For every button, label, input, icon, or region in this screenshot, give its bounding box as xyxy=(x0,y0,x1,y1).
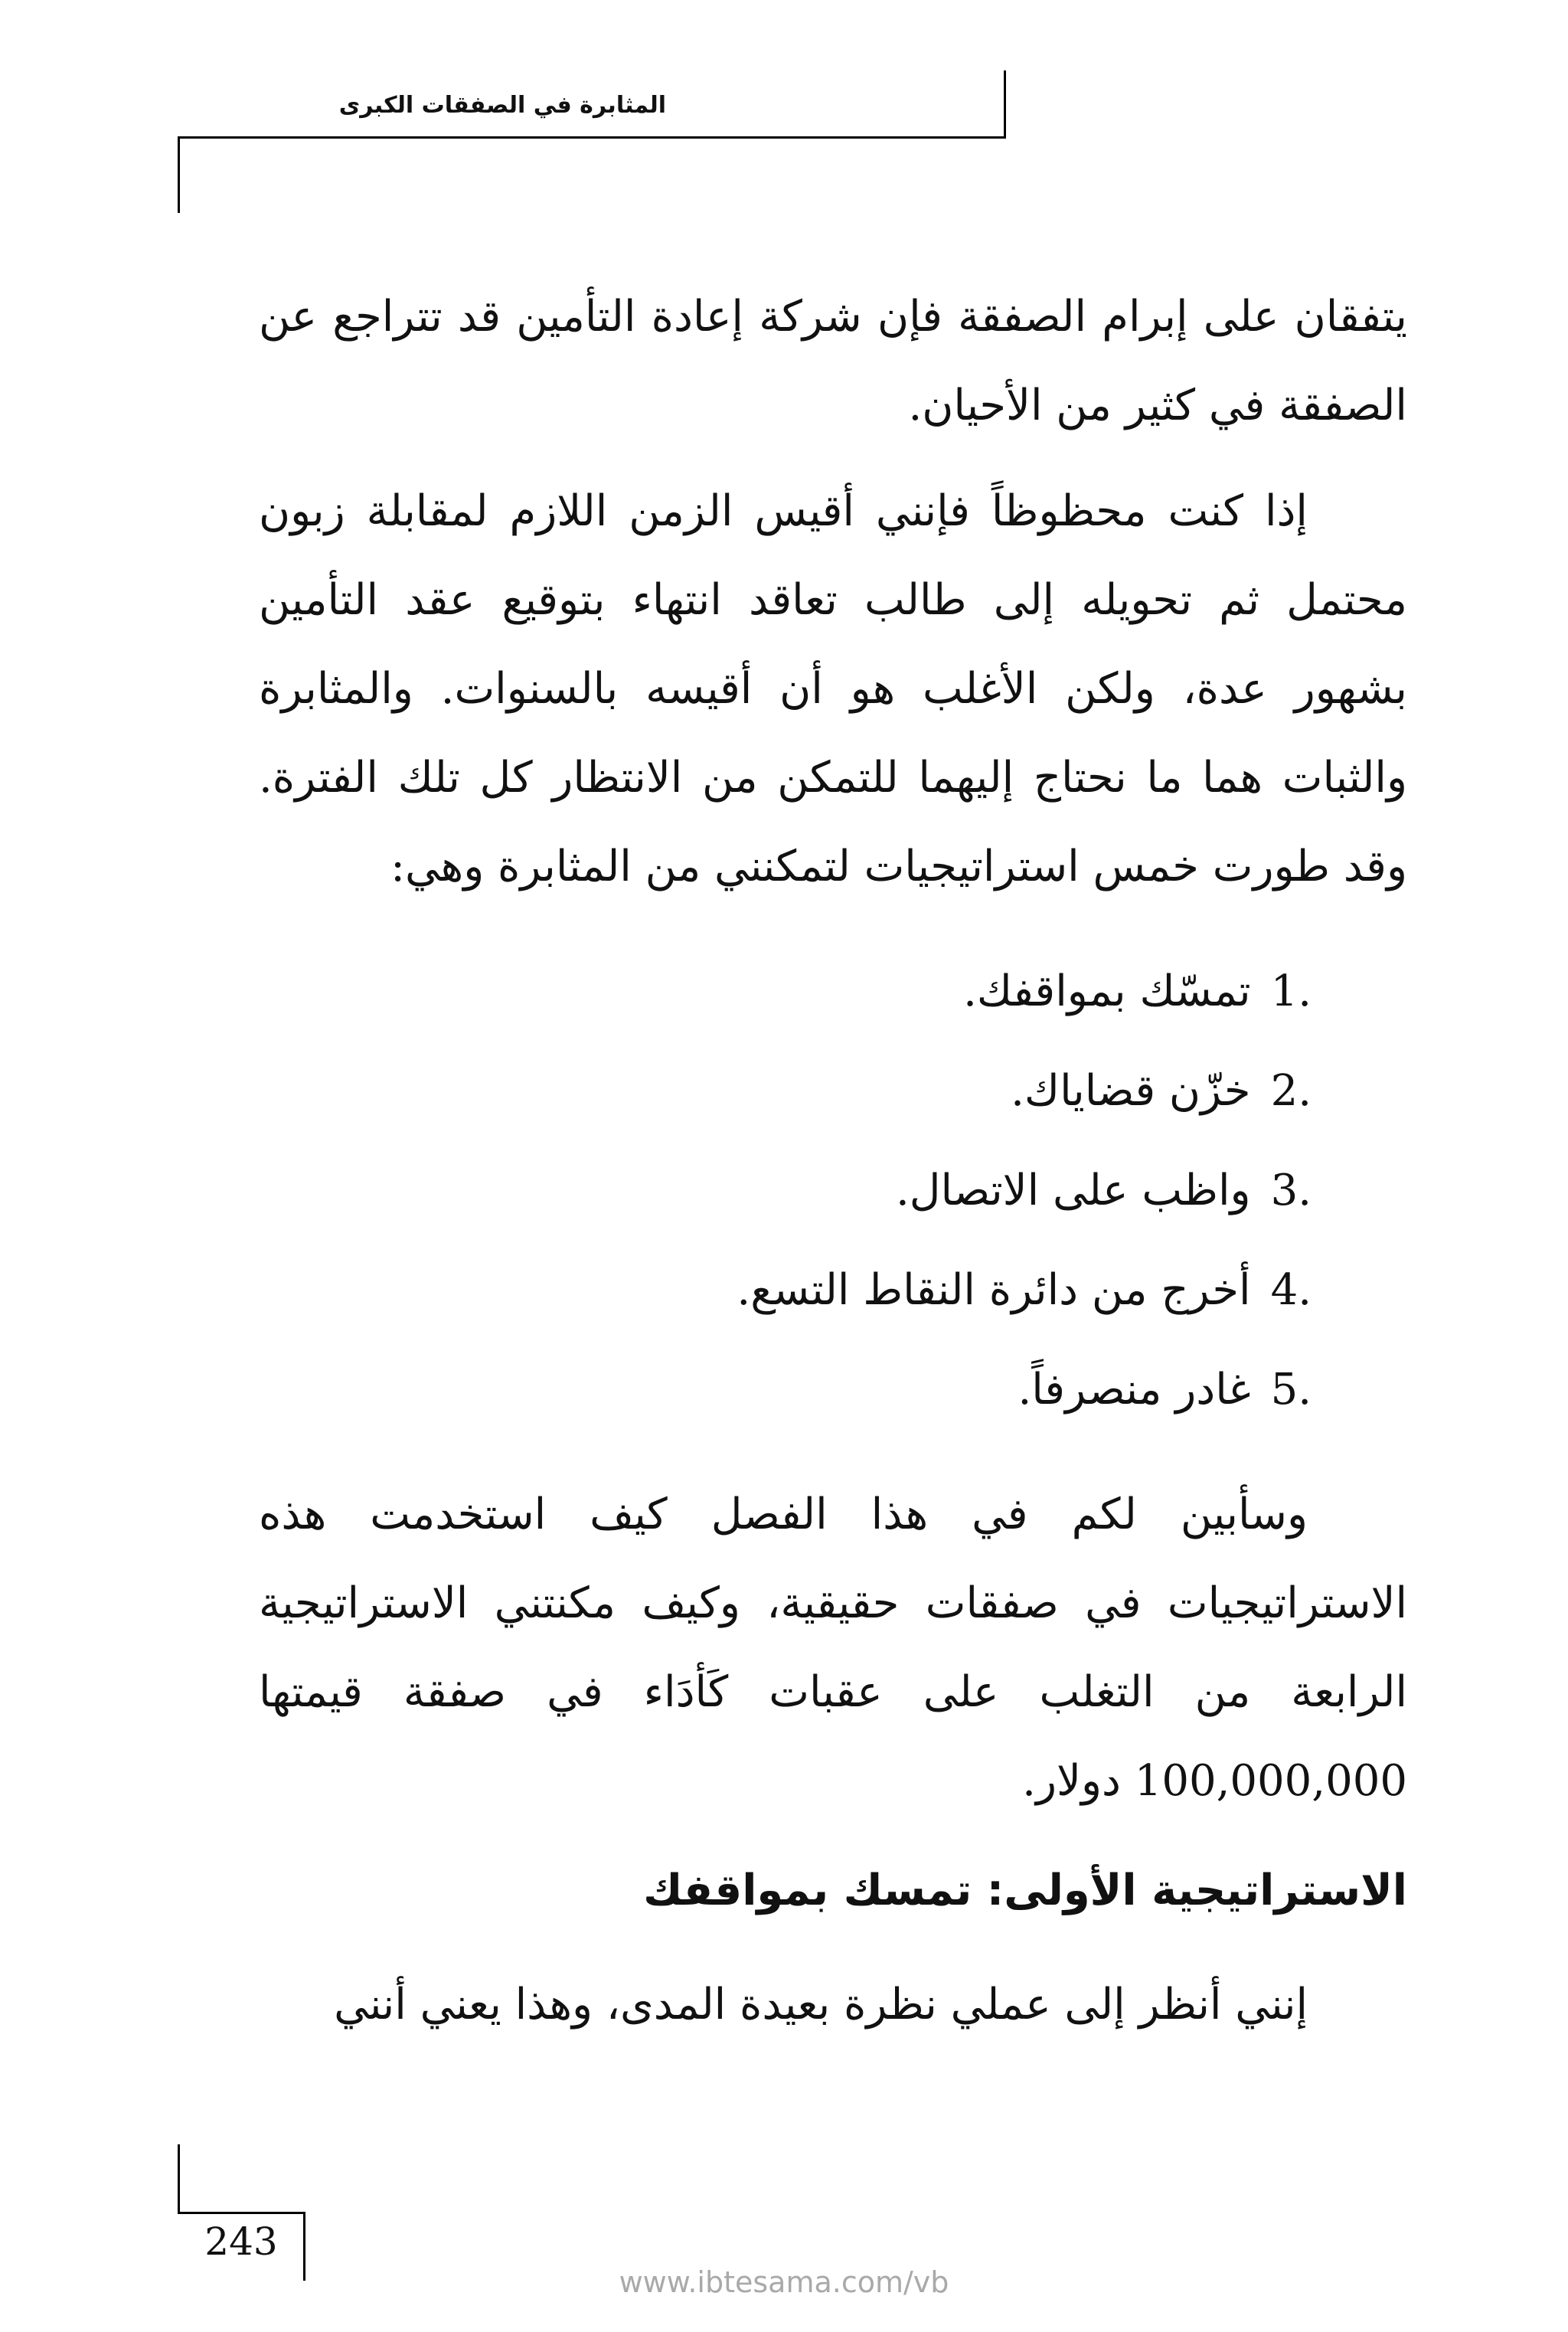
paragraph-continuation: يتفقان على إبرام الصفقة فإن شركة إعادة التأمين قد تتراجع عن الصفقة في كثير من الأحيان. xyxy=(259,292,1407,430)
paragraph-section-start: إنني أنظر إلى عملي نظرة بعيدة المدى، وهذا يعني أنني xyxy=(334,1980,1308,2029)
header-rule xyxy=(178,136,1006,139)
list-item-text: أخرج من دائرة النقاط التسع. xyxy=(737,1265,1251,1315)
footer-rule-vertical-left xyxy=(178,2144,180,2213)
list-item-number: 3. xyxy=(1270,1166,1312,1215)
page-number: 243 xyxy=(204,2219,278,2264)
watermark-url: www.ibtesama.com/vb xyxy=(619,2265,949,2299)
list-item-number: 4. xyxy=(1270,1265,1312,1315)
paragraph-chapter-overview: وسأبين لكم في هذا الفصل كيف استخدمت هذه الاستراتيجيات في صفقات حقيقية، وكيف مكنتني الاستراتيجية الرابعة من التغلب على عقبات كَأدَاء في صفقة قيمتها 100,000,000 دولار. xyxy=(259,1490,1407,1806)
strategies-list xyxy=(259,942,1407,1440)
header-rule-vertical-left xyxy=(178,136,180,213)
header-rule-vertical-right xyxy=(1004,70,1006,138)
list-item-number: 5. xyxy=(1270,1365,1312,1415)
list-item-text: تمسّك بمواقفك. xyxy=(963,966,1251,1016)
page-body xyxy=(259,273,1407,2066)
list-item xyxy=(259,1141,1312,1241)
running-header-title: المثابرة في الصفقات الكبرى xyxy=(338,92,666,119)
list-item-number: 2. xyxy=(1270,1066,1312,1116)
section-heading: الاستراتيجية الأولى: تمسك بمواقفك xyxy=(643,1866,1407,1915)
list-item xyxy=(259,942,1312,1042)
footer-rule xyxy=(178,2212,305,2214)
list-item-text: خزّن قضاياك. xyxy=(1011,1066,1251,1116)
list-item-text: غادر منصرفاً. xyxy=(1018,1365,1251,1415)
list-item xyxy=(259,1042,1312,1141)
paragraph-persistence-intro: إذا كنت محظوظاً فإنني أقيس الزمن اللازم لمقابلة زبون محتمل ثم تحويله إلى طالب تعاقد انتهاء بتوقيع عقد التأمين بشهور عدة، ولكن الأغلب هو أن أقيسه بالسنوات. والمثابرة والثبات هما ما نحتاج إليهما للتمكن من الانتظار كل تلك الفترة. وقد طورت خمس استراتيجيات لتمكنني من المثابرة وهي: xyxy=(259,486,1407,891)
list-item-text: واظب على الاتصال. xyxy=(895,1166,1251,1215)
list-item xyxy=(259,1340,1312,1440)
list-item-number: 1. xyxy=(1270,966,1312,1016)
list-item xyxy=(259,1241,1312,1340)
